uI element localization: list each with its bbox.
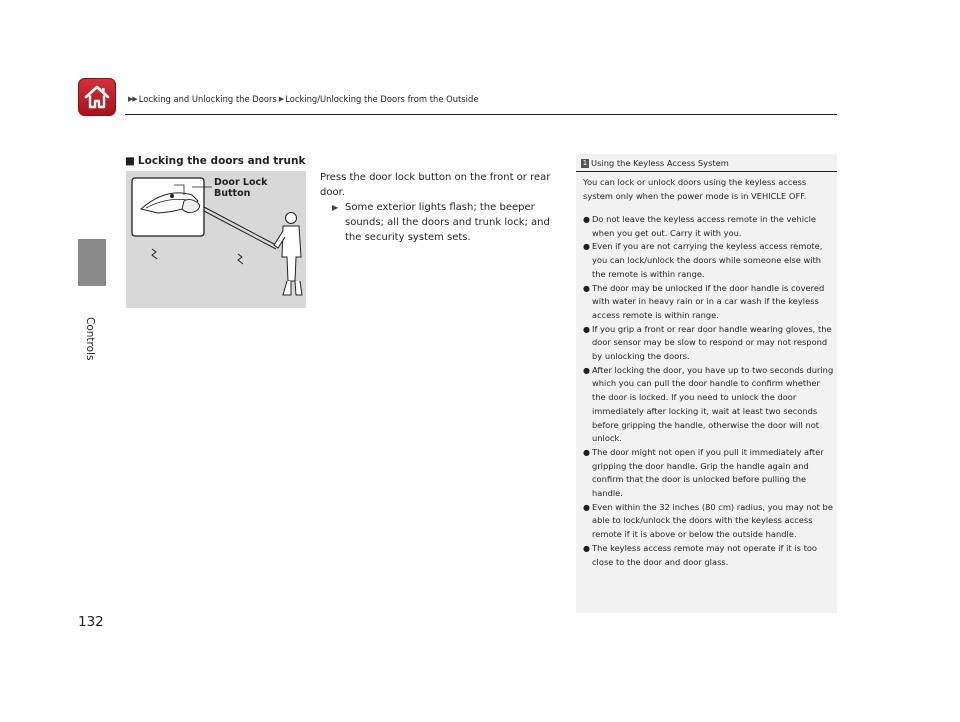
- callout-line: Door Lock: [214, 177, 268, 188]
- instruction-text: Press the door lock button on the front or rear door.: [320, 172, 551, 198]
- triangle-right-icon: ▶: [332, 203, 339, 212]
- note-bullets: [583, 213, 835, 569]
- home-button[interactable]: [78, 78, 116, 116]
- bullet-icon: ●: [583, 215, 590, 224]
- section-label-text: Controls: [84, 317, 96, 361]
- list-item: [583, 446, 835, 501]
- section-tab[interactable]: [78, 239, 106, 286]
- page-number: 132: [78, 614, 104, 630]
- header-divider: [125, 114, 837, 115]
- note-divider: [576, 171, 837, 172]
- breadcrumb-item[interactable]: Locking/Unlocking the Doors from the Outside: [285, 94, 479, 104]
- figure-callout: [214, 177, 267, 199]
- section-heading: [125, 155, 305, 167]
- list-item: [583, 364, 835, 446]
- breadcrumb-item[interactable]: Locking and Unlocking the Doors: [138, 94, 277, 104]
- list-item-text: After locking the door, you have up to two seconds during which you can pull the door handle to confirm whether the door is locked. If you need to unlock the door immediately after locking it, wait at least two seconds before gripping the handle, otherwise the door will not unlock.: [592, 364, 834, 444]
- list-item: [583, 213, 835, 240]
- result-item: [320, 200, 565, 245]
- note-intro: You can lock or unlock doors using the keyless access system only when the power mode is in VEHICLE OFF.: [583, 177, 807, 201]
- list-item-text: The door may be unlocked if the door handle is covered with water in heavy rain or in a car wash if the keyless access remote is within range.: [592, 282, 825, 320]
- list-item-text: Even within the 32 inches (80 cm) radius, you may not be able to lock/unlock the doors with the keyless access remote if it is above or below the outside handle.: [592, 501, 833, 540]
- list-item-text: Even if you are not carrying the keyless access remote, you can lock/unlock the doors while someone else with the remote is within range.: [592, 241, 823, 279]
- bullet-icon: ●: [583, 365, 590, 375]
- note-panel: [576, 154, 837, 613]
- list-item: [583, 501, 835, 542]
- instructions: [320, 170, 565, 245]
- result-text: Some exterior lights flash; the beeper sounds; all the doors and trunk lock; and the security system sets.: [345, 202, 550, 243]
- list-item: [583, 240, 835, 281]
- list-item: [583, 282, 835, 323]
- bullet-icon: ●: [583, 447, 590, 457]
- breadcrumb: [128, 94, 478, 104]
- square-bullet-icon: ■: [125, 155, 135, 167]
- list-item-text: If you grip a front or rear door handle wearing gloves, the door sensor may be slow to respond or may not respond by unlocking the doors.: [592, 323, 832, 362]
- bullet-icon: ●: [583, 242, 590, 252]
- list-item-text: The keyless access remote may not operate if it is too close to the door and door glass.: [592, 542, 817, 567]
- note-title: [581, 158, 729, 168]
- note-number-icon: 1: [582, 158, 588, 167]
- note-title-text: Using the Keyless Access System: [591, 158, 729, 168]
- double-chevron-right-icon: ▶▶: [128, 95, 137, 103]
- bullet-icon: ●: [583, 283, 590, 293]
- section-heading-text: Locking the doors and trunk: [137, 155, 306, 167]
- list-item: [583, 542, 835, 569]
- bullet-icon: ●: [583, 543, 590, 553]
- bullet-icon: ●: [583, 324, 590, 334]
- list-item-text: Do not leave the keyless access remote in the vehicle when you get out. Carry it with you.: [592, 214, 817, 238]
- callout-line: Button: [214, 188, 251, 199]
- double-chevron-right-icon: ▶: [278, 95, 284, 103]
- home-icon: [82, 82, 112, 112]
- list-item-text: The door might not open if you pull it immediately after gripping the door handle. Grip the handle again and confirm that the door is unlocked before pulling the handle.: [592, 446, 824, 499]
- bullet-icon: ●: [583, 502, 590, 512]
- list-item: [583, 323, 835, 364]
